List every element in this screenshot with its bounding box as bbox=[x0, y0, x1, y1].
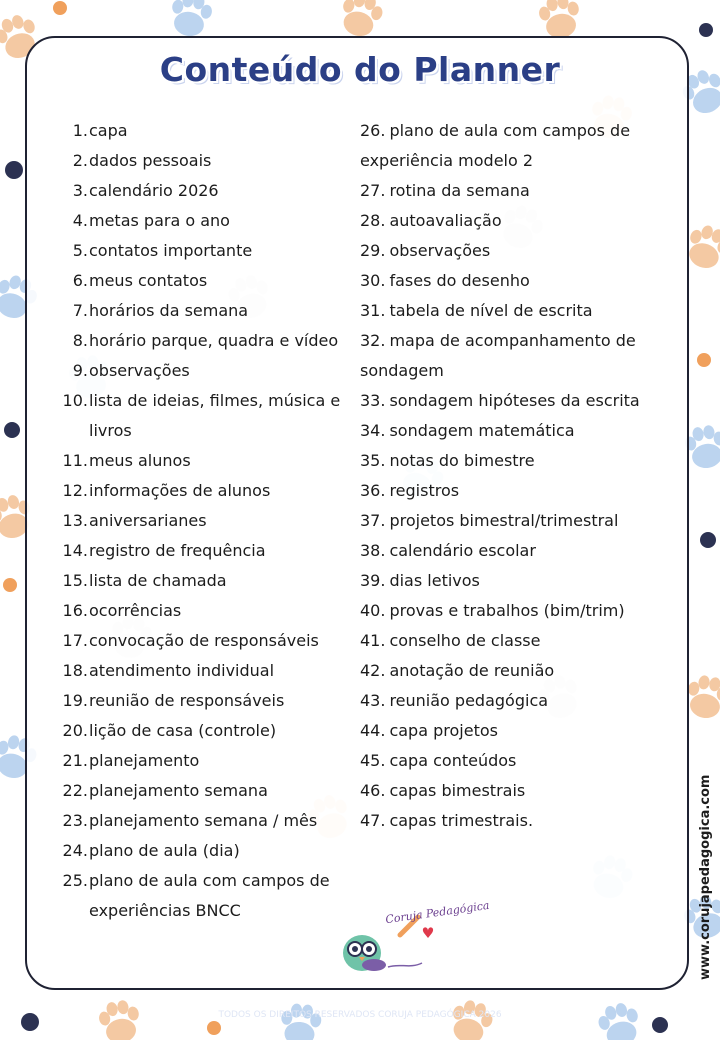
item-number: 1. bbox=[72, 121, 88, 140]
item-number: 25. bbox=[62, 871, 88, 890]
item-label: conselho de classe bbox=[389, 631, 541, 650]
item-number: 2. bbox=[72, 151, 88, 170]
contents-item bbox=[360, 446, 660, 476]
item-number: 11. bbox=[62, 451, 88, 470]
item-label: planejamento bbox=[89, 751, 200, 770]
item-label: autoavaliação bbox=[389, 211, 502, 230]
item-number: 27. bbox=[360, 181, 386, 200]
item-number: 14. bbox=[62, 541, 88, 560]
item-number: 34. bbox=[360, 421, 386, 440]
contents-item bbox=[360, 416, 660, 446]
contents-item bbox=[360, 596, 660, 626]
contents-item bbox=[58, 356, 358, 386]
item-label: meus contatos bbox=[89, 271, 208, 290]
item-number: 41. bbox=[360, 631, 386, 650]
item-label: lista de ideias, filmes, música e livros bbox=[89, 391, 341, 440]
item-number: 39. bbox=[360, 571, 386, 590]
contents-item bbox=[360, 686, 660, 716]
contents-item bbox=[58, 686, 358, 716]
item-number: 19. bbox=[62, 691, 88, 710]
item-label: notas do bimestre bbox=[389, 451, 535, 470]
contents-item bbox=[58, 236, 358, 266]
item-number: 46. bbox=[360, 781, 386, 800]
item-label: registros bbox=[389, 481, 460, 500]
item-label: tabela de nível de escrita bbox=[389, 301, 593, 320]
item-number: 15. bbox=[62, 571, 88, 590]
item-label: mapa de acompanhamento de sondagem bbox=[360, 331, 636, 380]
item-label: horário parque, quadra e vídeo bbox=[89, 331, 339, 350]
contents-item bbox=[360, 776, 660, 806]
item-label: horários da semana bbox=[89, 301, 249, 320]
item-label: observações bbox=[389, 241, 491, 260]
contents-item bbox=[58, 146, 358, 176]
item-number: 22. bbox=[62, 781, 88, 800]
item-number: 18. bbox=[62, 661, 88, 680]
contents-item bbox=[58, 296, 358, 326]
item-number: 28. bbox=[360, 211, 386, 230]
website-url: www.corujapedagogica.com bbox=[698, 774, 713, 980]
contents-item bbox=[360, 716, 660, 746]
item-number: 26. bbox=[360, 121, 386, 140]
logo-text: Coruja Pedagógica bbox=[384, 898, 491, 927]
item-number: 17. bbox=[62, 631, 88, 650]
item-number: 35. bbox=[360, 451, 386, 470]
item-number: 8. bbox=[72, 331, 88, 350]
item-number: 44. bbox=[360, 721, 386, 740]
contents-item bbox=[58, 626, 358, 656]
item-label: calendário 2026 bbox=[89, 181, 219, 200]
contents-item bbox=[58, 746, 358, 776]
item-label: fases do desenho bbox=[389, 271, 530, 290]
item-label: aniversarianes bbox=[89, 511, 207, 530]
page-title: Conteúdo do Planner bbox=[159, 50, 561, 89]
contents-item bbox=[58, 206, 358, 236]
item-label: provas e trabalhos (bim/trim) bbox=[389, 601, 625, 620]
item-number: 40. bbox=[360, 601, 386, 620]
contents-item bbox=[360, 566, 660, 596]
contents-item bbox=[58, 836, 358, 866]
item-number: 36. bbox=[360, 481, 386, 500]
item-number: 6. bbox=[72, 271, 88, 290]
contents-item bbox=[58, 806, 358, 836]
item-number: 9. bbox=[72, 361, 88, 380]
item-number: 30. bbox=[360, 271, 386, 290]
item-label: plano de aula (dia) bbox=[89, 841, 240, 860]
item-label: plano de aula com campos de experiência modelo 2 bbox=[360, 121, 631, 170]
contents-item bbox=[58, 386, 358, 446]
item-label: planejamento semana bbox=[89, 781, 268, 800]
item-label: informações de alunos bbox=[89, 481, 271, 500]
item-label: capas bimestrais bbox=[389, 781, 526, 800]
contents-item bbox=[58, 506, 358, 536]
item-number: 47. bbox=[360, 811, 386, 830]
item-number: 21. bbox=[62, 751, 88, 770]
contents-item bbox=[360, 806, 660, 836]
item-number: 29. bbox=[360, 241, 386, 260]
contents-item bbox=[58, 326, 358, 356]
item-number: 5. bbox=[72, 241, 88, 260]
contents-item bbox=[58, 476, 358, 506]
item-label: calendário escolar bbox=[389, 541, 536, 560]
item-number: 45. bbox=[360, 751, 386, 770]
contents-item bbox=[58, 176, 358, 206]
contents-item bbox=[360, 116, 660, 176]
item-label: rotina da semana bbox=[389, 181, 530, 200]
contents-item bbox=[58, 776, 358, 806]
contents-item bbox=[360, 506, 660, 536]
contents-list-right bbox=[360, 116, 660, 836]
item-label: dados pessoais bbox=[89, 151, 212, 170]
item-label: contatos importante bbox=[89, 241, 253, 260]
contents-item bbox=[58, 596, 358, 626]
contents-item bbox=[360, 626, 660, 656]
contents-item bbox=[360, 296, 660, 326]
item-number: 33. bbox=[360, 391, 386, 410]
contents-item bbox=[360, 656, 660, 686]
contents-item bbox=[58, 566, 358, 596]
item-number: 7. bbox=[72, 301, 88, 320]
item-label: capas trimestrais. bbox=[389, 811, 534, 830]
contents-item bbox=[360, 746, 660, 776]
item-number: 37. bbox=[360, 511, 386, 530]
item-label: dias letivos bbox=[389, 571, 480, 590]
contents-item bbox=[58, 446, 358, 476]
contents-item bbox=[58, 656, 358, 686]
contents-item bbox=[58, 716, 358, 746]
item-label: meus alunos bbox=[89, 451, 191, 470]
item-label: registro de frequência bbox=[89, 541, 266, 560]
item-number: 3. bbox=[72, 181, 88, 200]
item-number: 4. bbox=[72, 211, 88, 230]
item-label: convocação de responsáveis bbox=[89, 631, 319, 650]
item-label: capa bbox=[89, 121, 128, 140]
item-number: 20. bbox=[62, 721, 88, 740]
item-label: sondagem matemática bbox=[389, 421, 575, 440]
item-label: reunião pedagógica bbox=[389, 691, 549, 710]
contents-item bbox=[58, 866, 358, 926]
contents-item bbox=[58, 116, 358, 146]
item-number: 43. bbox=[360, 691, 386, 710]
item-number: 38. bbox=[360, 541, 386, 560]
contents-item bbox=[360, 386, 660, 416]
item-label: capa conteúdos bbox=[389, 751, 517, 770]
item-label: ocorrências bbox=[89, 601, 182, 620]
item-label: reunião de responsáveis bbox=[89, 691, 285, 710]
contents-item bbox=[360, 476, 660, 506]
contents-item bbox=[360, 206, 660, 236]
item-label: metas para o ano bbox=[89, 211, 230, 230]
item-number: 12. bbox=[62, 481, 88, 500]
contents-list-left bbox=[58, 116, 358, 926]
contents-item bbox=[360, 536, 660, 566]
item-number: 31. bbox=[360, 301, 386, 320]
item-label: lição de casa (controle) bbox=[89, 721, 277, 740]
contents-item bbox=[58, 536, 358, 566]
item-label: projetos bimestral/trimestral bbox=[389, 511, 619, 530]
footer-copyright: TODOS OS DIREITOS RESERVADOS CORUJA PEDAGÓGICA 2026 bbox=[218, 1010, 502, 1020]
item-label: lista de chamada bbox=[89, 571, 227, 590]
item-label: sondagem hipóteses da escrita bbox=[389, 391, 640, 410]
contents-item bbox=[360, 266, 660, 296]
item-number: 32. bbox=[360, 331, 386, 350]
contents-item bbox=[58, 266, 358, 296]
item-label: anotação de reunião bbox=[389, 661, 555, 680]
contents-item bbox=[360, 176, 660, 206]
item-label: observações bbox=[89, 361, 190, 380]
item-number: 24. bbox=[62, 841, 88, 860]
item-label: plano de aula com campos de experiências BNCC bbox=[89, 871, 330, 920]
contents-item bbox=[360, 326, 660, 386]
item-number: 16. bbox=[62, 601, 88, 620]
item-number: 42. bbox=[360, 661, 386, 680]
item-label: planejamento semana / mês bbox=[89, 811, 318, 830]
item-label: atendimento individual bbox=[89, 661, 275, 680]
item-label: capa projetos bbox=[389, 721, 498, 740]
item-number: 23. bbox=[62, 811, 88, 830]
item-number: 10. bbox=[62, 391, 88, 410]
item-number: 13. bbox=[62, 511, 88, 530]
contents-item bbox=[360, 236, 660, 266]
